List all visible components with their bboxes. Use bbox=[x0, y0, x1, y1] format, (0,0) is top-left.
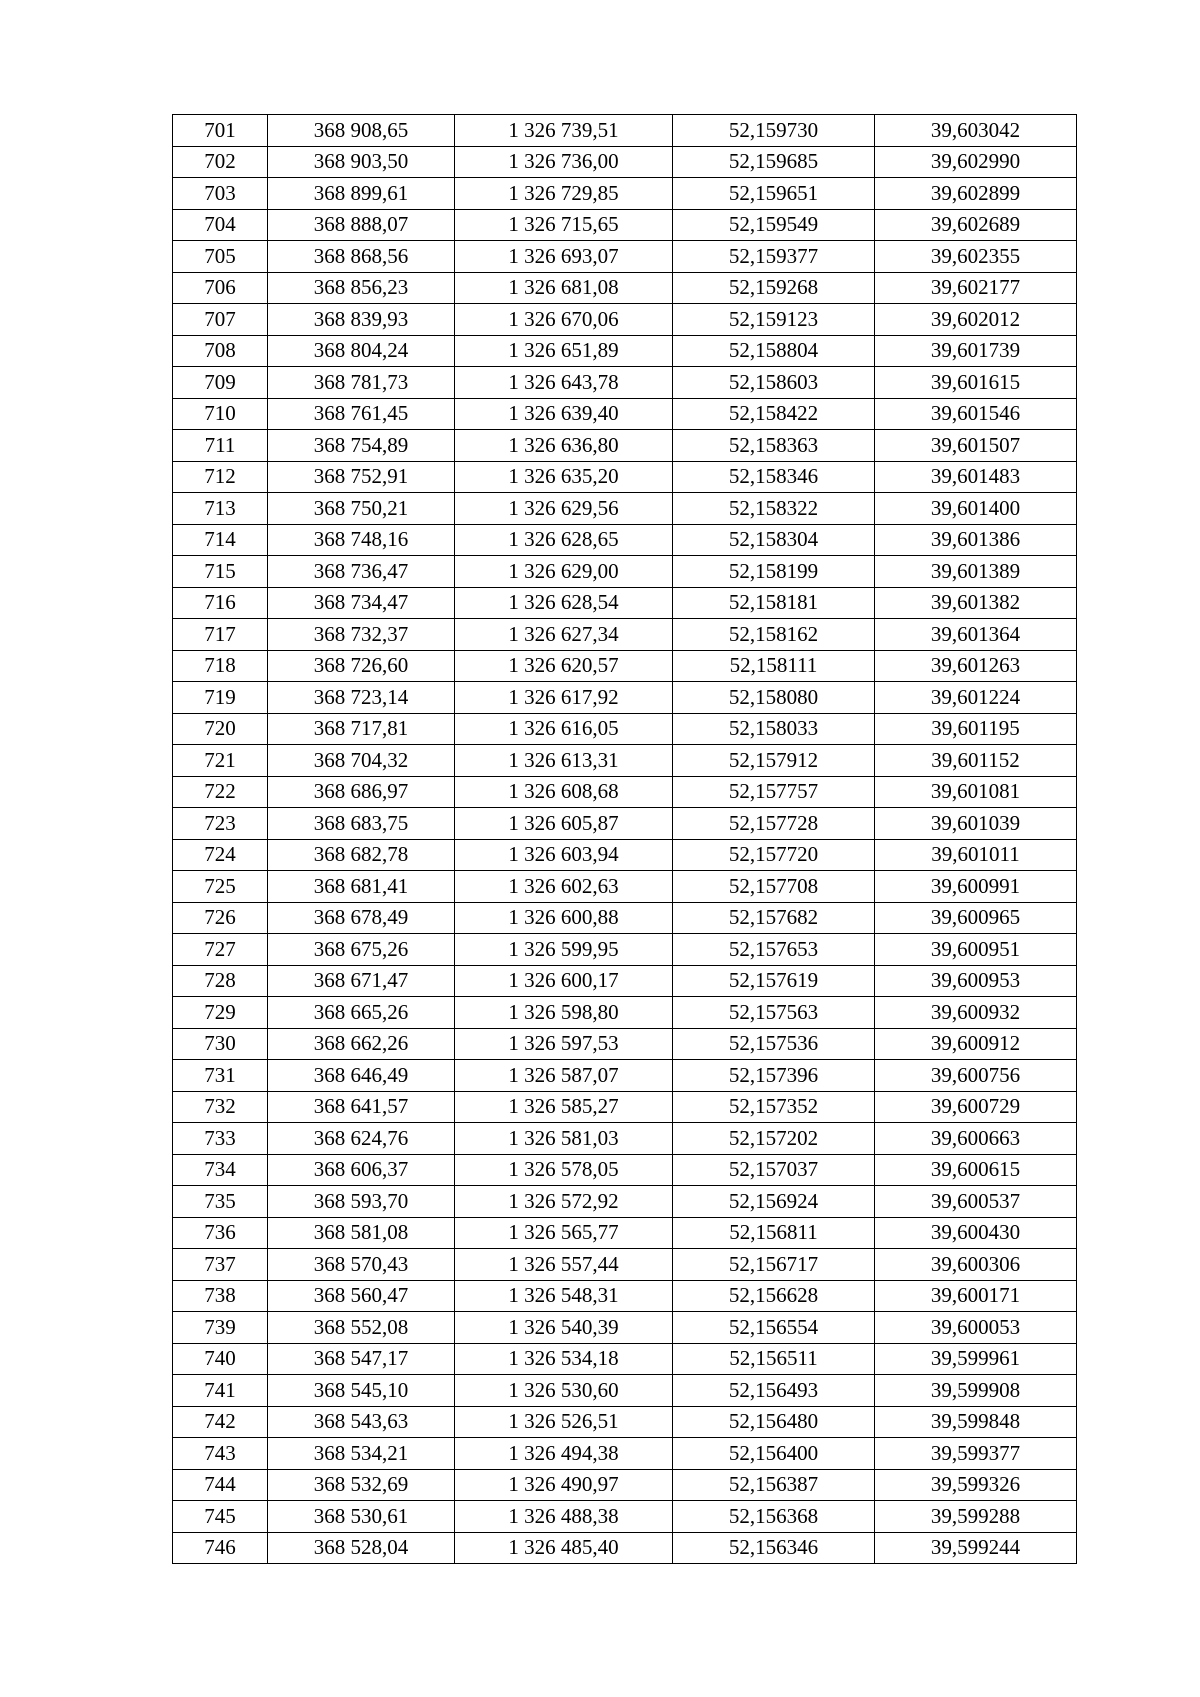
latitude-cell: 52,156368 bbox=[673, 1501, 875, 1533]
x-coordinate-cell: 368 723,14 bbox=[268, 682, 455, 714]
latitude-cell: 52,157037 bbox=[673, 1154, 875, 1186]
table-row bbox=[173, 1249, 1077, 1281]
longitude-cell: 39,600965 bbox=[875, 902, 1077, 934]
y-coordinate-cell: 1 326 598,80 bbox=[455, 997, 673, 1029]
longitude-cell: 39,601507 bbox=[875, 430, 1077, 462]
latitude-cell: 52,158363 bbox=[673, 430, 875, 462]
table-row bbox=[173, 745, 1077, 777]
table-row bbox=[173, 902, 1077, 934]
x-coordinate-cell: 368 856,23 bbox=[268, 272, 455, 304]
table-row bbox=[173, 1501, 1077, 1533]
longitude-cell: 39,599848 bbox=[875, 1406, 1077, 1438]
x-coordinate-cell: 368 748,16 bbox=[268, 524, 455, 556]
x-coordinate-cell: 368 761,45 bbox=[268, 398, 455, 430]
y-coordinate-cell: 1 326 602,63 bbox=[455, 871, 673, 903]
y-coordinate-cell: 1 326 617,92 bbox=[455, 682, 673, 714]
longitude-cell: 39,601386 bbox=[875, 524, 1077, 556]
point-number-cell: 709 bbox=[173, 367, 268, 399]
latitude-cell: 52,158033 bbox=[673, 713, 875, 745]
point-number-cell: 722 bbox=[173, 776, 268, 808]
point-number-cell: 716 bbox=[173, 587, 268, 619]
longitude-cell: 39,601382 bbox=[875, 587, 1077, 619]
point-number-cell: 711 bbox=[173, 430, 268, 462]
point-number-cell: 726 bbox=[173, 902, 268, 934]
latitude-cell: 52,157728 bbox=[673, 808, 875, 840]
y-coordinate-cell: 1 326 600,88 bbox=[455, 902, 673, 934]
y-coordinate-cell: 1 326 729,85 bbox=[455, 178, 673, 210]
point-number-cell: 727 bbox=[173, 934, 268, 966]
longitude-cell: 39,600663 bbox=[875, 1123, 1077, 1155]
y-coordinate-cell: 1 326 635,20 bbox=[455, 461, 673, 493]
x-coordinate-cell: 368 681,41 bbox=[268, 871, 455, 903]
table-row bbox=[173, 556, 1077, 588]
x-coordinate-cell: 368 903,50 bbox=[268, 146, 455, 178]
table-row bbox=[173, 398, 1077, 430]
point-number-cell: 710 bbox=[173, 398, 268, 430]
point-number-cell: 702 bbox=[173, 146, 268, 178]
y-coordinate-cell: 1 326 636,80 bbox=[455, 430, 673, 462]
table-row bbox=[173, 146, 1077, 178]
table-row bbox=[173, 1123, 1077, 1155]
point-number-cell: 725 bbox=[173, 871, 268, 903]
latitude-cell: 52,156493 bbox=[673, 1375, 875, 1407]
latitude-cell: 52,156346 bbox=[673, 1532, 875, 1564]
longitude-cell: 39,601389 bbox=[875, 556, 1077, 588]
latitude-cell: 52,156387 bbox=[673, 1469, 875, 1501]
longitude-cell: 39,602355 bbox=[875, 241, 1077, 273]
table-row bbox=[173, 839, 1077, 871]
longitude-cell: 39,599961 bbox=[875, 1343, 1077, 1375]
table-row bbox=[173, 335, 1077, 367]
latitude-cell: 52,159730 bbox=[673, 115, 875, 147]
y-coordinate-cell: 1 326 485,40 bbox=[455, 1532, 673, 1564]
longitude-cell: 39,600912 bbox=[875, 1028, 1077, 1060]
y-coordinate-cell: 1 326 643,78 bbox=[455, 367, 673, 399]
latitude-cell: 52,157912 bbox=[673, 745, 875, 777]
table-row bbox=[173, 493, 1077, 525]
latitude-cell: 52,156480 bbox=[673, 1406, 875, 1438]
latitude-cell: 52,156924 bbox=[673, 1186, 875, 1218]
longitude-cell: 39,600953 bbox=[875, 965, 1077, 997]
point-number-cell: 721 bbox=[173, 745, 268, 777]
x-coordinate-cell: 368 606,37 bbox=[268, 1154, 455, 1186]
longitude-cell: 39,601483 bbox=[875, 461, 1077, 493]
x-coordinate-cell: 368 624,76 bbox=[268, 1123, 455, 1155]
longitude-cell: 39,599326 bbox=[875, 1469, 1077, 1501]
longitude-cell: 39,601263 bbox=[875, 650, 1077, 682]
table-row bbox=[173, 1091, 1077, 1123]
latitude-cell: 52,158304 bbox=[673, 524, 875, 556]
latitude-cell: 52,157352 bbox=[673, 1091, 875, 1123]
longitude-cell: 39,601011 bbox=[875, 839, 1077, 871]
y-coordinate-cell: 1 326 494,38 bbox=[455, 1438, 673, 1470]
point-number-cell: 734 bbox=[173, 1154, 268, 1186]
x-coordinate-cell: 368 528,04 bbox=[268, 1532, 455, 1564]
latitude-cell: 52,159268 bbox=[673, 272, 875, 304]
point-number-cell: 740 bbox=[173, 1343, 268, 1375]
longitude-cell: 39,601224 bbox=[875, 682, 1077, 714]
x-coordinate-cell: 368 671,47 bbox=[268, 965, 455, 997]
table-row bbox=[173, 619, 1077, 651]
y-coordinate-cell: 1 326 585,27 bbox=[455, 1091, 673, 1123]
latitude-cell: 52,157720 bbox=[673, 839, 875, 871]
longitude-cell: 39,602899 bbox=[875, 178, 1077, 210]
latitude-cell: 52,156400 bbox=[673, 1438, 875, 1470]
table-row bbox=[173, 871, 1077, 903]
longitude-cell: 39,602012 bbox=[875, 304, 1077, 336]
point-number-cell: 739 bbox=[173, 1312, 268, 1344]
x-coordinate-cell: 368 665,26 bbox=[268, 997, 455, 1029]
table-row bbox=[173, 1406, 1077, 1438]
latitude-cell: 52,157563 bbox=[673, 997, 875, 1029]
longitude-cell: 39,600756 bbox=[875, 1060, 1077, 1092]
latitude-cell: 52,158804 bbox=[673, 335, 875, 367]
table-row bbox=[173, 650, 1077, 682]
table-row bbox=[173, 1060, 1077, 1092]
point-number-cell: 703 bbox=[173, 178, 268, 210]
point-number-cell: 720 bbox=[173, 713, 268, 745]
x-coordinate-cell: 368 534,21 bbox=[268, 1438, 455, 1470]
latitude-cell: 52,158422 bbox=[673, 398, 875, 430]
table-row bbox=[173, 713, 1077, 745]
latitude-cell: 52,157536 bbox=[673, 1028, 875, 1060]
y-coordinate-cell: 1 326 693,07 bbox=[455, 241, 673, 273]
table-row bbox=[173, 934, 1077, 966]
table-row bbox=[173, 367, 1077, 399]
table-row bbox=[173, 115, 1077, 147]
x-coordinate-cell: 368 641,57 bbox=[268, 1091, 455, 1123]
x-coordinate-cell: 368 839,93 bbox=[268, 304, 455, 336]
latitude-cell: 52,156717 bbox=[673, 1249, 875, 1281]
latitude-cell: 52,158181 bbox=[673, 587, 875, 619]
latitude-cell: 52,157682 bbox=[673, 902, 875, 934]
table-row bbox=[173, 1469, 1077, 1501]
point-number-cell: 730 bbox=[173, 1028, 268, 1060]
point-number-cell: 704 bbox=[173, 209, 268, 241]
y-coordinate-cell: 1 326 534,18 bbox=[455, 1343, 673, 1375]
latitude-cell: 52,158603 bbox=[673, 367, 875, 399]
table-row bbox=[173, 1312, 1077, 1344]
point-number-cell: 717 bbox=[173, 619, 268, 651]
longitude-cell: 39,600537 bbox=[875, 1186, 1077, 1218]
table-row bbox=[173, 997, 1077, 1029]
x-coordinate-cell: 368 593,70 bbox=[268, 1186, 455, 1218]
point-number-cell: 744 bbox=[173, 1469, 268, 1501]
point-number-cell: 743 bbox=[173, 1438, 268, 1470]
y-coordinate-cell: 1 326 651,89 bbox=[455, 335, 673, 367]
x-coordinate-cell: 368 752,91 bbox=[268, 461, 455, 493]
longitude-cell: 39,600430 bbox=[875, 1217, 1077, 1249]
point-number-cell: 728 bbox=[173, 965, 268, 997]
x-coordinate-cell: 368 646,49 bbox=[268, 1060, 455, 1092]
x-coordinate-cell: 368 686,97 bbox=[268, 776, 455, 808]
y-coordinate-cell: 1 326 490,97 bbox=[455, 1469, 673, 1501]
point-number-cell: 735 bbox=[173, 1186, 268, 1218]
point-number-cell: 729 bbox=[173, 997, 268, 1029]
latitude-cell: 52,156811 bbox=[673, 1217, 875, 1249]
table-row bbox=[173, 808, 1077, 840]
y-coordinate-cell: 1 326 597,53 bbox=[455, 1028, 673, 1060]
x-coordinate-cell: 368 560,47 bbox=[268, 1280, 455, 1312]
latitude-cell: 52,159549 bbox=[673, 209, 875, 241]
y-coordinate-cell: 1 326 530,60 bbox=[455, 1375, 673, 1407]
longitude-cell: 39,602177 bbox=[875, 272, 1077, 304]
y-coordinate-cell: 1 326 548,31 bbox=[455, 1280, 673, 1312]
longitude-cell: 39,601152 bbox=[875, 745, 1077, 777]
y-coordinate-cell: 1 326 488,38 bbox=[455, 1501, 673, 1533]
x-coordinate-cell: 368 732,37 bbox=[268, 619, 455, 651]
longitude-cell: 39,600932 bbox=[875, 997, 1077, 1029]
latitude-cell: 52,158199 bbox=[673, 556, 875, 588]
longitude-cell: 39,599908 bbox=[875, 1375, 1077, 1407]
x-coordinate-cell: 368 547,17 bbox=[268, 1343, 455, 1375]
table-row bbox=[173, 241, 1077, 273]
latitude-cell: 52,158322 bbox=[673, 493, 875, 525]
x-coordinate-cell: 368 678,49 bbox=[268, 902, 455, 934]
table-row bbox=[173, 430, 1077, 462]
latitude-cell: 52,157202 bbox=[673, 1123, 875, 1155]
y-coordinate-cell: 1 326 736,00 bbox=[455, 146, 673, 178]
latitude-cell: 52,159123 bbox=[673, 304, 875, 336]
y-coordinate-cell: 1 326 639,40 bbox=[455, 398, 673, 430]
longitude-cell: 39,600171 bbox=[875, 1280, 1077, 1312]
table-row bbox=[173, 682, 1077, 714]
latitude-cell: 52,157708 bbox=[673, 871, 875, 903]
latitude-cell: 52,158346 bbox=[673, 461, 875, 493]
x-coordinate-cell: 368 682,78 bbox=[268, 839, 455, 871]
table-row bbox=[173, 1438, 1077, 1470]
point-number-cell: 737 bbox=[173, 1249, 268, 1281]
point-number-cell: 732 bbox=[173, 1091, 268, 1123]
coordinates-table-body bbox=[173, 115, 1077, 1564]
x-coordinate-cell: 368 899,61 bbox=[268, 178, 455, 210]
point-number-cell: 705 bbox=[173, 241, 268, 273]
y-coordinate-cell: 1 326 557,44 bbox=[455, 1249, 673, 1281]
x-coordinate-cell: 368 570,43 bbox=[268, 1249, 455, 1281]
x-coordinate-cell: 368 675,26 bbox=[268, 934, 455, 966]
longitude-cell: 39,601195 bbox=[875, 713, 1077, 745]
longitude-cell: 39,600615 bbox=[875, 1154, 1077, 1186]
y-coordinate-cell: 1 326 681,08 bbox=[455, 272, 673, 304]
table-row bbox=[173, 209, 1077, 241]
table-row bbox=[173, 1343, 1077, 1375]
point-number-cell: 714 bbox=[173, 524, 268, 556]
table-row bbox=[173, 1280, 1077, 1312]
latitude-cell: 52,158162 bbox=[673, 619, 875, 651]
latitude-cell: 52,156511 bbox=[673, 1343, 875, 1375]
y-coordinate-cell: 1 326 670,06 bbox=[455, 304, 673, 336]
x-coordinate-cell: 368 908,65 bbox=[268, 115, 455, 147]
table-row bbox=[173, 1186, 1077, 1218]
table-row bbox=[173, 776, 1077, 808]
table-row bbox=[173, 587, 1077, 619]
x-coordinate-cell: 368 543,63 bbox=[268, 1406, 455, 1438]
point-number-cell: 746 bbox=[173, 1532, 268, 1564]
latitude-cell: 52,158080 bbox=[673, 682, 875, 714]
x-coordinate-cell: 368 581,08 bbox=[268, 1217, 455, 1249]
table-row bbox=[173, 524, 1077, 556]
point-number-cell: 733 bbox=[173, 1123, 268, 1155]
point-number-cell: 707 bbox=[173, 304, 268, 336]
latitude-cell: 52,156554 bbox=[673, 1312, 875, 1344]
latitude-cell: 52,157757 bbox=[673, 776, 875, 808]
y-coordinate-cell: 1 326 603,94 bbox=[455, 839, 673, 871]
table-row bbox=[173, 272, 1077, 304]
y-coordinate-cell: 1 326 739,51 bbox=[455, 115, 673, 147]
longitude-cell: 39,599244 bbox=[875, 1532, 1077, 1564]
latitude-cell: 52,156628 bbox=[673, 1280, 875, 1312]
coordinates-table bbox=[172, 114, 1077, 1564]
x-coordinate-cell: 368 532,69 bbox=[268, 1469, 455, 1501]
latitude-cell: 52,159651 bbox=[673, 178, 875, 210]
x-coordinate-cell: 368 781,73 bbox=[268, 367, 455, 399]
x-coordinate-cell: 368 683,75 bbox=[268, 808, 455, 840]
table-row bbox=[173, 1028, 1077, 1060]
longitude-cell: 39,601081 bbox=[875, 776, 1077, 808]
longitude-cell: 39,603042 bbox=[875, 115, 1077, 147]
table-row bbox=[173, 1217, 1077, 1249]
x-coordinate-cell: 368 552,08 bbox=[268, 1312, 455, 1344]
latitude-cell: 52,159377 bbox=[673, 241, 875, 273]
longitude-cell: 39,600951 bbox=[875, 934, 1077, 966]
table-row bbox=[173, 178, 1077, 210]
latitude-cell: 52,159685 bbox=[673, 146, 875, 178]
y-coordinate-cell: 1 326 578,05 bbox=[455, 1154, 673, 1186]
longitude-cell: 39,601400 bbox=[875, 493, 1077, 525]
y-coordinate-cell: 1 326 715,65 bbox=[455, 209, 673, 241]
y-coordinate-cell: 1 326 599,95 bbox=[455, 934, 673, 966]
y-coordinate-cell: 1 326 581,03 bbox=[455, 1123, 673, 1155]
y-coordinate-cell: 1 326 616,05 bbox=[455, 713, 673, 745]
table-row bbox=[173, 461, 1077, 493]
x-coordinate-cell: 368 704,32 bbox=[268, 745, 455, 777]
point-number-cell: 736 bbox=[173, 1217, 268, 1249]
point-number-cell: 742 bbox=[173, 1406, 268, 1438]
y-coordinate-cell: 1 326 587,07 bbox=[455, 1060, 673, 1092]
y-coordinate-cell: 1 326 628,54 bbox=[455, 587, 673, 619]
x-coordinate-cell: 368 804,24 bbox=[268, 335, 455, 367]
point-number-cell: 712 bbox=[173, 461, 268, 493]
y-coordinate-cell: 1 326 628,65 bbox=[455, 524, 673, 556]
latitude-cell: 52,157619 bbox=[673, 965, 875, 997]
y-coordinate-cell: 1 326 526,51 bbox=[455, 1406, 673, 1438]
y-coordinate-cell: 1 326 613,31 bbox=[455, 745, 673, 777]
longitude-cell: 39,599288 bbox=[875, 1501, 1077, 1533]
longitude-cell: 39,600991 bbox=[875, 871, 1077, 903]
latitude-cell: 52,157396 bbox=[673, 1060, 875, 1092]
point-number-cell: 713 bbox=[173, 493, 268, 525]
longitude-cell: 39,601364 bbox=[875, 619, 1077, 651]
x-coordinate-cell: 368 726,60 bbox=[268, 650, 455, 682]
longitude-cell: 39,602990 bbox=[875, 146, 1077, 178]
x-coordinate-cell: 368 750,21 bbox=[268, 493, 455, 525]
point-number-cell: 719 bbox=[173, 682, 268, 714]
y-coordinate-cell: 1 326 608,68 bbox=[455, 776, 673, 808]
y-coordinate-cell: 1 326 629,56 bbox=[455, 493, 673, 525]
y-coordinate-cell: 1 326 620,57 bbox=[455, 650, 673, 682]
point-number-cell: 741 bbox=[173, 1375, 268, 1407]
x-coordinate-cell: 368 530,61 bbox=[268, 1501, 455, 1533]
x-coordinate-cell: 368 736,47 bbox=[268, 556, 455, 588]
longitude-cell: 39,602689 bbox=[875, 209, 1077, 241]
latitude-cell: 52,157653 bbox=[673, 934, 875, 966]
point-number-cell: 738 bbox=[173, 1280, 268, 1312]
y-coordinate-cell: 1 326 629,00 bbox=[455, 556, 673, 588]
x-coordinate-cell: 368 545,10 bbox=[268, 1375, 455, 1407]
point-number-cell: 731 bbox=[173, 1060, 268, 1092]
longitude-cell: 39,601739 bbox=[875, 335, 1077, 367]
point-number-cell: 708 bbox=[173, 335, 268, 367]
longitude-cell: 39,601039 bbox=[875, 808, 1077, 840]
y-coordinate-cell: 1 326 627,34 bbox=[455, 619, 673, 651]
y-coordinate-cell: 1 326 605,87 bbox=[455, 808, 673, 840]
longitude-cell: 39,600729 bbox=[875, 1091, 1077, 1123]
y-coordinate-cell: 1 326 540,39 bbox=[455, 1312, 673, 1344]
table-row bbox=[173, 1375, 1077, 1407]
point-number-cell: 718 bbox=[173, 650, 268, 682]
point-number-cell: 745 bbox=[173, 1501, 268, 1533]
point-number-cell: 724 bbox=[173, 839, 268, 871]
longitude-cell: 39,601615 bbox=[875, 367, 1077, 399]
x-coordinate-cell: 368 717,81 bbox=[268, 713, 455, 745]
x-coordinate-cell: 368 868,56 bbox=[268, 241, 455, 273]
x-coordinate-cell: 368 662,26 bbox=[268, 1028, 455, 1060]
table-row bbox=[173, 304, 1077, 336]
point-number-cell: 723 bbox=[173, 808, 268, 840]
x-coordinate-cell: 368 888,07 bbox=[268, 209, 455, 241]
y-coordinate-cell: 1 326 600,17 bbox=[455, 965, 673, 997]
x-coordinate-cell: 368 734,47 bbox=[268, 587, 455, 619]
latitude-cell: 52,158111 bbox=[673, 650, 875, 682]
point-number-cell: 715 bbox=[173, 556, 268, 588]
longitude-cell: 39,601546 bbox=[875, 398, 1077, 430]
longitude-cell: 39,599377 bbox=[875, 1438, 1077, 1470]
y-coordinate-cell: 1 326 565,77 bbox=[455, 1217, 673, 1249]
y-coordinate-cell: 1 326 572,92 bbox=[455, 1186, 673, 1218]
table-row bbox=[173, 1532, 1077, 1564]
longitude-cell: 39,600306 bbox=[875, 1249, 1077, 1281]
point-number-cell: 701 bbox=[173, 115, 268, 147]
point-number-cell: 706 bbox=[173, 272, 268, 304]
x-coordinate-cell: 368 754,89 bbox=[268, 430, 455, 462]
table-row bbox=[173, 1154, 1077, 1186]
longitude-cell: 39,600053 bbox=[875, 1312, 1077, 1344]
table-row bbox=[173, 965, 1077, 997]
